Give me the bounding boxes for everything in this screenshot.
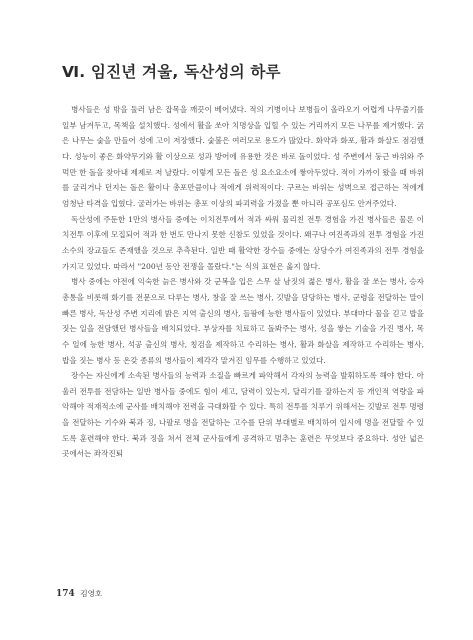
paragraph: 독산성에 주둔한 1만의 병사들 중에는 이치전투에서 적과 싸워 물리친 전투 경험을 가진 병사들은 물론 이치전투 이후에 모집되어 적과 한 번도 만나지 못한 신참도 있었을 것이다. 왜구나 여진족과의 전투 경험을 가진 소수의 장교들도 존재했을 것으로 추측된다. 일반 때 활약한 장수들 중에는 상당수가 여진족과의 전투 경험을 가지고 있었다. 따라서 "200년 동안 전쟁을 몰랐다."는 식의 표현은 옳지 않다. — [62, 214, 424, 271]
section-title: Ⅵ. 임진년 겨울, 독산성의 하루 — [62, 63, 281, 81]
paragraph: 병사들은 성 밖을 둘러 남은 잡목을 깨끗이 베어냈다. 적의 기병이나 보병들이 올라오기 어렵게 나무줄기를 일부 남겨두고, 목책을 설치했다. 성에서 활을 쏘아 치명상을 입힐 수 있는 거리까지 모든 나무를 제거했다. 굵은 나무는 숯을 만들어 성에 고이 저장했다. 숯불은 여러모로 용도가 많았다. 화약과 화포, 활과 화살도 점검했다. 성능이 좋은 화약무기와 활 이상으로 성과 방어에 유용한 것은 바로 돌이었다. 성 주변에서 둥근 바위와 주먹만 한 돌을 찾아내 제제로 저 날랐다. 이렇게 모든 돌은 성 요소요소에 쌓아두었다. 적이 가까이 왔을 때 바위를 굴리거나 던지는 돌은 활이나 총포만큼이나 적에게 위력적이다. 구르는 바위는 성벽으로 접근하는 적에게 엄청난 타격을 입혔다. 굴러가는 바위는 총포 이상의 파괴력을 가졌을 뿐 아니라 공포심도 안겨주었다. — [62, 105, 424, 208]
paragraph: 장수는 자신에게 소속된 병사들의 능력과 소질을 빠르게 파악해서 각자의 능력을 발휘하도록 해야 한다. 아울러 전투를 전담하는 일반 병사들 중에도 힘이 세고, 담력이 있는지, 달리기를 잘하는지 등 개인적 역량을 파악해야 적재적소에 군사를 배치해야 전력을 극대화할 수 있다. 특히 전투를 치루기 위해서는 깃발로 전투 명령을 전달하는 기수와 북과 징, 나팔로 명을 전달하는 고수를 단위 부대별로 배치하여 일시에 명을 전달할 수 있도록 훈련해야 한다. 북과 징을 쳐서 전체 군사들에게 공격하고 멈추는 훈련은 무엇보다 중요하다. 성안 넓은 곳에서는 좌작진퇴 — [62, 371, 424, 459]
body-text — [62, 102, 424, 462]
author-name: 김영호 — [80, 589, 103, 598]
page-footer — [56, 588, 102, 599]
page-number: 174 — [56, 589, 75, 599]
paragraph: 병사 중에는 야전에 익숙한 늙은 병사와 갓 군복을 입은 스무 살 남짓의 젊은 병사, 활을 잘 쏘는 병사, 승자총통을 비롯해 화기를 전문으로 다루는 병사, 창을 잘 쓰는 병사, 깃발을 담당하는 병사, 군령을 전달하는 말이 빠른 병사, 독산성 주변 지리에 밝은 지역 출신의 병사, 들팜에 능한 병사들이 있었다. 부대마다 물을 긷고 밥을 짓는 일을 전담했던 병사들을 배치되었다. 부상자를 치료하고 돌봐주는 병사, 성을 쌓는 기술을 가진 병사, 목수 일에 능한 병사, 석공 출신의 병사, 칭검을 제작하고 수리하는 병사, 활과 화살을 제작하고 수리하는 병사, 밥을 짓는 병사 등 온갖 종류의 병사들이 제각각 맡겨진 임무를 수행하고 있었다. — [62, 277, 424, 365]
